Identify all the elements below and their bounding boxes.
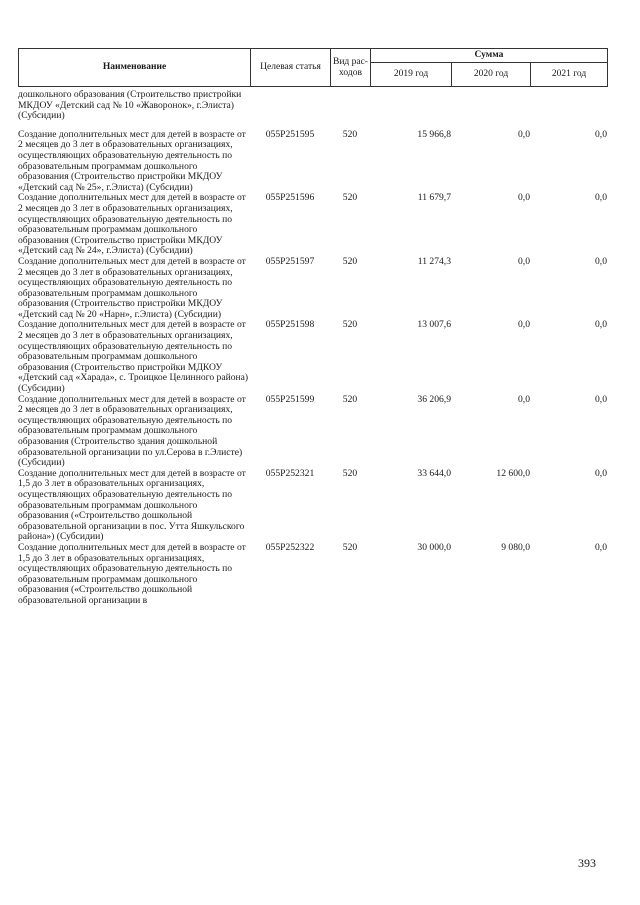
table-row (18, 90, 607, 130)
row-name: Создание дополнительных мест для детей в возрасте от 2 месяцев до 3 лет в образовательных организациях, осуществляющих образовательную деятельность по образовательным программам дошкольного образования (Строительство пристройки МКДОУ «Детский сад № 25», г.Элиста) (Субсидии) (18, 128, 246, 193)
row-value-2021: 0,0 (595, 467, 607, 479)
row-name: Создание дополнительных мест для детей в возрасте от 2 месяцев до 3 лет в образовательных организациях, осуществляющих образовательную деятельность по образовательным программам дошкольного образования (Строительство пристройки МКДОУ «Детский сад № 24», г.Элиста) (Субсидии) (18, 192, 246, 257)
row-value-2021: 0,0 (595, 192, 607, 204)
row-value-2019 (370, 90, 451, 130)
table-row (18, 469, 607, 543)
row-expense-type: 520 (342, 319, 358, 331)
row-value-2019: 36 206,9 (417, 393, 451, 405)
row-value-2020: 0,0 (518, 319, 530, 331)
row-target-code (250, 90, 330, 130)
row-value-2020: 12 600,0 (496, 467, 530, 479)
header-2020: 2020 год (452, 63, 531, 87)
row-target-code: 055P252321 (265, 467, 315, 479)
row-value-2020: 0,0 (518, 393, 530, 405)
row-value-2021: 0,0 (595, 319, 607, 331)
row-name: Создание дополнительных мест для детей в возрасте от 2 месяцев до 3 лет в образовательных организациях, осуществляющих образовательную деятельность по образовательным программам дошкольного образования (Строительство здания дошкольной образовательной организации по ул.Серова в г.Элисте) (Субсидии) (18, 393, 246, 469)
row-value-2021: 0,0 (595, 255, 607, 267)
row-value-2021: 0,0 (595, 541, 607, 553)
row-expense-type: 520 (342, 255, 358, 267)
row-value-2021: 0,0 (595, 128, 607, 140)
row-name: Создание дополнительных мест для детей в возрасте от 1,5 до 3 лет в образовательных организациях, осуществляющих образовательную деятельность по образовательным программам дошкольного образования («Строительство дошкольной образовательной организации в (18, 541, 246, 606)
row-target-code: 055P251598 (265, 319, 315, 331)
row-target-code: 055P251597 (265, 255, 315, 267)
row-name: Создание дополнительных мест для детей в возрасте от 2 месяцев до 3 лет в образовательных организациях, осуществляющих образовательную деятельность по образовательным программам дошкольного образования (Строительство пристройки МКДОУ «Детский сад № 20 «Нарн», г.Элиста) (Субсидии) (18, 255, 246, 320)
row-value-2019: 11 274,3 (417, 255, 451, 267)
row-value-2019: 30 000,0 (417, 541, 451, 553)
row-target-code: 055P252322 (265, 541, 315, 553)
header-2019: 2019 год (371, 63, 452, 87)
row-expense-type: 520 (342, 128, 358, 140)
row-target-code: 055P251599 (265, 393, 315, 405)
header-target: Целевая статья (251, 49, 331, 87)
row-value-2020: 9 080,0 (501, 541, 530, 553)
row-target-code: 055P251596 (265, 192, 315, 204)
table-row (18, 543, 607, 607)
row-value-2021: 0,0 (595, 393, 607, 405)
table-header (18, 48, 608, 87)
row-value-2020: 0,0 (518, 255, 530, 267)
table-row (18, 320, 607, 394)
row-target-code: 055P251595 (265, 128, 315, 140)
row-value-2019: 13 007,6 (417, 319, 451, 331)
table-row (18, 130, 607, 194)
header-name: Наименование (19, 49, 251, 87)
row-value-2020: 0,0 (518, 192, 530, 204)
row-name: дошкольного образования (Строительство пристройки МКДОУ «Детский сад № 10 «Жаворонок», г.Элиста) (Субсидии) (18, 89, 242, 122)
row-expense-type: 520 (342, 192, 358, 204)
header-vid: Вид рас-ходов (331, 49, 371, 87)
row-name: Создание дополнительных мест для детей в возрасте от 1,5 до 3 лет в образовательных организациях, осуществляющих образовательную деятельность по образовательным программам дошкольного образования («Строительство дошкольной образовательной организации в пос. Утта Яшкульского района») (Субсидии) (18, 467, 246, 543)
row-value-2020: 0,0 (518, 128, 530, 140)
row-value-2019: 33 644,0 (417, 467, 451, 479)
row-expense-type: 520 (342, 541, 358, 553)
table-row (18, 193, 607, 257)
table-row (18, 395, 607, 469)
row-value-2019: 15 966,8 (417, 128, 451, 140)
header-2021: 2021 год (531, 63, 608, 87)
budget-table (18, 90, 607, 607)
row-expense-type: 520 (342, 393, 358, 405)
row-value-2020 (451, 90, 530, 130)
row-expense-type (330, 90, 370, 130)
row-name: Создание дополнительных мест для детей в возрасте от 2 месяцев до 3 лет в образовательных организациях, осуществляющих образовательную деятельность по образовательным программам дошкольного образования (Строительство пристройки МДКОУ «Детский сад «Харада», с. Троицкое Целинного района) (Субсидии) (18, 319, 249, 395)
header-sum: Сумма (371, 49, 608, 63)
row-value-2019: 11 679,7 (417, 192, 451, 204)
row-expense-type: 520 (342, 467, 358, 479)
row-value-2021 (530, 90, 607, 130)
page-number: 393 (578, 856, 596, 870)
table-row (18, 257, 607, 321)
